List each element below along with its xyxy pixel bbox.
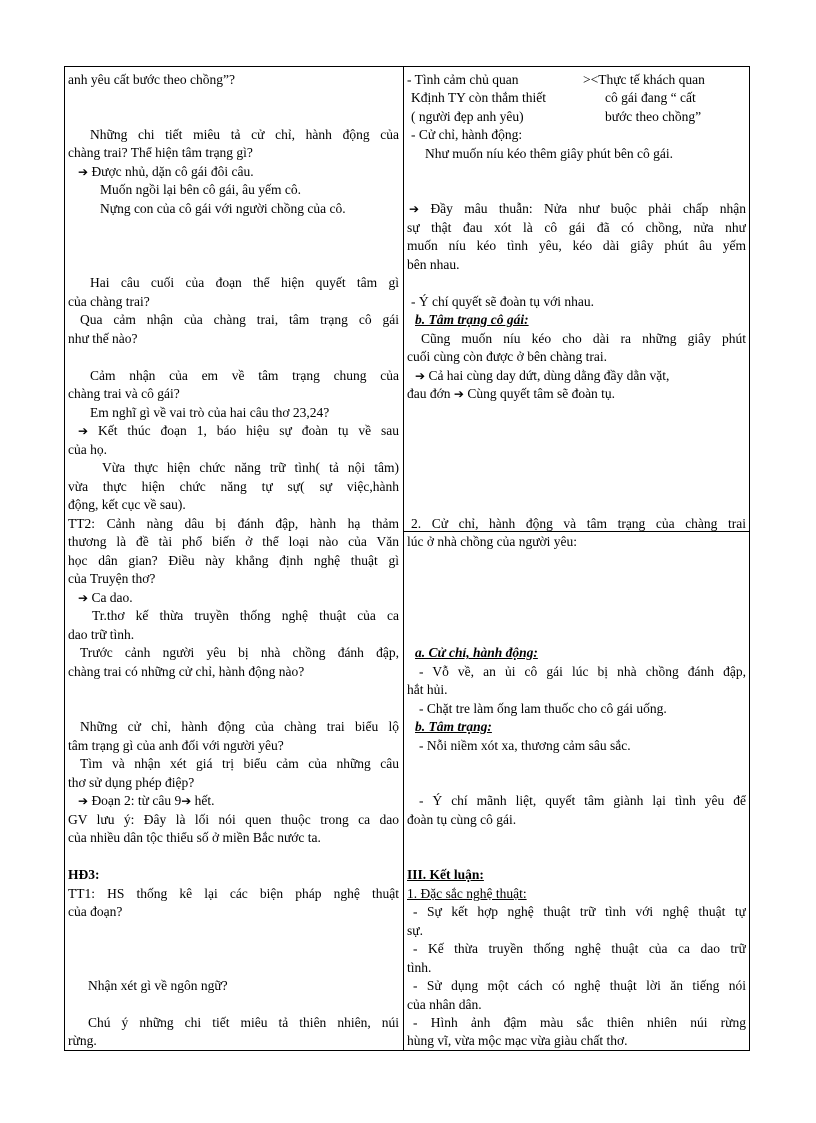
arrow-right-icon: ➔ — [415, 369, 426, 383]
arrow-right-icon: ➔ — [78, 424, 89, 438]
arrow-right-icon: ➔ — [78, 165, 89, 179]
content-line: Cũng muốn níu kéo cho dài ra những giây phút — [421, 331, 746, 346]
content-line: đau đớn ➔ Cùng quyết tâm sẽ đoàn tụ. — [407, 386, 616, 401]
conclusion-heading: III. Kết luận: — [407, 867, 484, 882]
question-line: Qua cảm nhận của chàng trai, tâm trạng cô gái — [80, 312, 399, 327]
answer-line: Muốn ngồi lại bên cô gái, âu yếm cô. — [100, 182, 301, 197]
section-heading: lúc ở nhà chồng của người yêu: — [407, 534, 578, 549]
question-line: Em nghĩ gì về vai trò của hai câu thơ 23,24? — [90, 405, 330, 420]
content-line: - Hình ảnh đậm màu sắc thiên nhiên núi rừng — [413, 1015, 746, 1030]
question-line: Trước cảnh người yêu bị nhà chồng đánh đập, — [80, 645, 399, 660]
question-line: học dân gian? Điều này khẳng định nghệ thuật gì — [68, 553, 399, 568]
content-line: tình. — [407, 960, 432, 975]
content-line: sự. — [407, 923, 423, 938]
subheading: b. Tâm trạng cô gái: — [415, 312, 529, 327]
content-line: - Chặt tre làm ống lam thuốc cho cô gái uống. — [419, 701, 667, 716]
question-line: chàng trai có những cử chỉ, hành động nào? — [68, 664, 305, 679]
question-line: tâm trạng gì của anh đối với người yêu? — [68, 738, 284, 753]
lesson-content-column — [407, 66, 746, 1051]
content-line: - Tình cảm chủ quan ><Thực tế khách quan — [407, 72, 705, 87]
question-line: chàng trai? Thể hiện tâm trạng gì? — [68, 145, 253, 160]
answer-line: ➔ Được nhủ, dặn cô gái đôi câu. — [78, 164, 254, 179]
content-line: cuối cùng còn được ở bên chàng trai. — [407, 349, 608, 364]
arrow-right-icon: ➔ — [453, 387, 464, 401]
subheading: a. Cử chỉ, hành động: — [415, 645, 538, 660]
content-line: - Kế thừa truyền thống nghệ thuật của ca dao trữ — [413, 941, 746, 956]
answer-line: dao trữ tình. — [68, 627, 135, 642]
question-line: Những chi tiết miêu tả cử chỉ, hành động của — [90, 127, 399, 142]
question-line: của Truyện thơ? — [68, 571, 156, 586]
content-line: Kđịnh TY còn thắm thiết cô gái đang “ cất — [411, 90, 696, 105]
question-line: Những cử chỉ, hành động của chàng trai biểu lộ — [80, 719, 399, 734]
answer-line: ➔ Đoạn 2: từ câu 9➔ hết. — [78, 793, 215, 808]
answer-line: Nựng con của cô gái với người chồng của cô. — [100, 201, 346, 216]
section-heading: 2. Cử chỉ, hành động và tâm trạng của chàng trai — [411, 516, 746, 531]
note-line: GV lưu ý: Đây là lối nói quen thuộc trong ca dao — [68, 812, 399, 827]
question-line: thơ sử dụng phép điệp? — [68, 775, 195, 790]
question-line: Chú ý những chi tiết miêu tả thiên nhiên, núi — [88, 1015, 399, 1030]
note-line: của nhiều dân tộc thiểu số ở miền Bắc nước ta. — [68, 830, 321, 845]
teacher-student-column — [68, 66, 399, 1051]
answer-line: động, kết cục về sau). — [68, 497, 186, 512]
content-line: ➔ Cả hai cùng day dứt, dùng dằng đầy dằn vặt, — [415, 368, 670, 383]
question-line: TT2: Cảnh nàng dâu bị đánh đập, hành hạ thảm — [68, 516, 399, 531]
answer-line: Tr.thơ kế thừa truyền thống nghệ thuật của ca — [92, 608, 399, 623]
question-line: chàng trai và cô gái? — [68, 386, 180, 401]
answer-line: ➔ Kết thúc đoạn 1, báo hiệu sự đoàn tụ về sau — [78, 423, 399, 438]
content-line: hùng vĩ, vừa mộc mạc vừa giàu chất thơ. — [407, 1033, 628, 1048]
content-line: - Cử chỉ, hành động: — [411, 127, 523, 142]
question-line: của chàng trai? — [68, 294, 150, 309]
content-line: sự thật đau xót là cô gái đã có chồng, nửa như — [407, 220, 746, 235]
question-line: của đoạn? — [68, 904, 123, 919]
answer-line: Vừa thực hiện chức năng trữ tình( tả nội tâm) — [102, 460, 399, 475]
question-line: Nhận xét gì về ngôn ngữ? — [88, 978, 228, 993]
question-line: Tìm và nhận xét giá trị biểu cảm của những câu — [80, 756, 399, 771]
content-line: bên nhau. — [407, 257, 460, 272]
question-line: như thế nào? — [68, 331, 138, 346]
arrow-right-icon: ➔ — [409, 202, 420, 216]
question-line: rừng. — [68, 1033, 97, 1048]
content-line: - Vỗ về, an ủi cô gái lúc bị nhà chồng đánh đập, — [419, 664, 746, 679]
content-line: - Sử dụng một cách có nghệ thuật lời ăn tiếng nói — [413, 978, 746, 993]
answer-line: ➔ Ca dao. — [78, 590, 133, 605]
question-line: thương là đề tài phổ biến ở thể loại nào của Văn — [68, 534, 399, 549]
subheading: 1. Đặc sắc nghệ thuật: — [407, 886, 527, 901]
content-line: - Ý chí quyết sẽ đoàn tụ với nhau. — [411, 294, 594, 309]
content-line: - Nỗi niềm xót xa, thương cảm sâu sắc. — [419, 738, 631, 753]
arrow-right-icon: ➔ — [78, 591, 89, 605]
subheading: b. Tâm trạng: — [415, 719, 492, 734]
answer-line: vừa thực hiện chức năng tự sự( sự việc,hành — [68, 479, 399, 494]
content-line: của nhân dân. — [407, 997, 482, 1012]
arrow-right-icon: ➔ — [78, 794, 89, 808]
column-divider — [403, 66, 404, 1051]
content-line: muốn níu kéo tình yêu, kéo dài giây phút âu yếm — [407, 238, 746, 253]
question-line: Cảm nhận của em về tâm trạng chung của — [90, 368, 399, 383]
question-line: TT1: HS thống kê lại các biện pháp nghệ thuật — [68, 886, 399, 901]
arrow-right-icon: ➔ — [181, 794, 192, 808]
answer-line: của họ. — [68, 442, 107, 457]
content-line: hắt hủi. — [407, 682, 448, 697]
activity-heading: HĐ3: — [68, 867, 100, 882]
content-line: - Ý chí mãnh liệt, quyết tâm giành lại tình yêu để — [419, 793, 746, 808]
content-line: đoàn tụ cùng cô gái. — [407, 812, 517, 827]
text-line: anh yêu cất bước theo chồng”? — [68, 72, 236, 87]
content-line: ➔ Đầy mâu thuẫn: Nửa như buộc phải chấp nhận — [409, 201, 746, 216]
content-line: Như muốn níu kéo thêm giây phút bên cô gái. — [425, 146, 674, 161]
lesson-table — [64, 66, 750, 1051]
content-line: ( người đẹp anh yêu) bước theo chồng” — [411, 109, 702, 124]
question-line: Hai câu cuối của đoạn thể hiện quyết tâm gì — [90, 275, 399, 290]
content-line: - Sự kết hợp nghệ thuật trữ tình với nghệ thuật tự — [413, 904, 746, 919]
